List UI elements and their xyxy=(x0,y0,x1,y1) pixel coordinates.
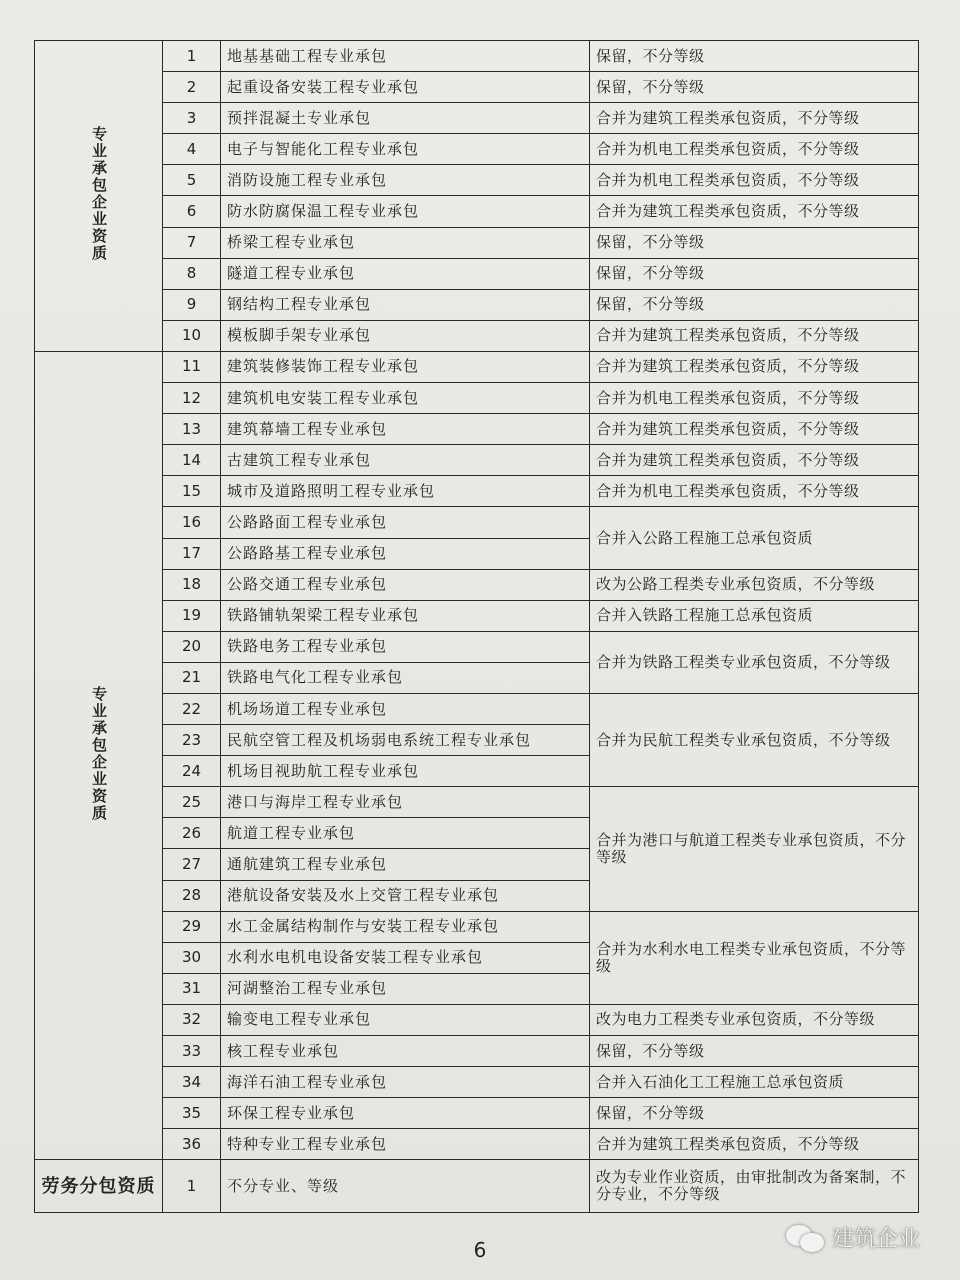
row-number: 5 xyxy=(163,165,221,196)
row-number: 1 xyxy=(163,1160,221,1213)
adjustment-result: 合并为机电工程类承包资质，不分等级 xyxy=(590,165,919,196)
table-row xyxy=(35,445,919,476)
table-row xyxy=(35,383,919,414)
qualification-name: 核工程专业承包 xyxy=(221,1036,590,1067)
adjustment-result: 合并为机电工程类承包资质，不分等级 xyxy=(590,476,919,507)
adjustment-result: 改为电力工程类专业承包资质，不分等级 xyxy=(590,1004,919,1035)
row-number: 36 xyxy=(163,1129,221,1160)
row-number: 2 xyxy=(163,72,221,103)
adjustment-result: 合并为民航工程类专业承包资质，不分等级 xyxy=(590,693,919,786)
adjustment-result: 改为专业作业资质，由审批制改为备案制，不分专业，不分等级 xyxy=(590,1160,919,1213)
qualification-name: 铁路电务工程专业承包 xyxy=(221,631,590,662)
adjustment-result: 合并入公路工程施工总承包资质 xyxy=(590,507,919,569)
row-number: 25 xyxy=(163,787,221,818)
qualification-name: 城市及道路照明工程专业承包 xyxy=(221,476,590,507)
qualification-name: 桥梁工程专业承包 xyxy=(221,227,590,258)
qualification-name: 不分专业、等级 xyxy=(221,1160,590,1213)
qualification-name: 防水防腐保温工程专业承包 xyxy=(221,196,590,227)
qualification-name: 机场场道工程专业承包 xyxy=(221,693,590,724)
qualification-name: 起重设备安装工程专业承包 xyxy=(221,72,590,103)
table-row xyxy=(35,165,919,196)
row-number: 10 xyxy=(163,320,221,351)
watermark-text: 建筑企业 xyxy=(832,1227,921,1252)
adjustment-result: 合并入石油化工工程施工总承包资质 xyxy=(590,1067,919,1098)
row-number: 14 xyxy=(163,445,221,476)
adjustment-result: 合并为水利水电工程类专业承包资质，不分等级 xyxy=(590,911,919,1004)
table-row xyxy=(35,911,919,942)
qualification-name: 建筑幕墙工程专业承包 xyxy=(221,414,590,445)
qualification-name: 港航设备安装及水上交管工程专业承包 xyxy=(221,880,590,911)
table-row xyxy=(35,1004,919,1035)
category-label: 劳务分包资质 xyxy=(41,1175,156,1197)
row-number: 33 xyxy=(163,1036,221,1067)
qualification-name: 消防设施工程专业承包 xyxy=(221,165,590,196)
table-row xyxy=(35,1129,919,1160)
row-number: 27 xyxy=(163,849,221,880)
qualification-name: 机场目视助航工程专业承包 xyxy=(221,756,590,787)
row-number: 22 xyxy=(163,693,221,724)
table-row xyxy=(35,1098,919,1129)
adjustment-result: 合并为机电工程类承包资质，不分等级 xyxy=(590,383,919,414)
adjustment-result: 合并为港口与航道工程类专业承包资质，不分等级 xyxy=(590,787,919,911)
adjustment-result: 合并为建筑工程类承包资质，不分等级 xyxy=(590,103,919,134)
qualification-name: 建筑机电安装工程专业承包 xyxy=(221,383,590,414)
qualification-name: 水利水电机电设备安装工程专业承包 xyxy=(221,942,590,973)
row-number: 6 xyxy=(163,196,221,227)
table-row xyxy=(35,600,919,631)
row-number: 8 xyxy=(163,258,221,289)
qualification-table xyxy=(34,40,919,1213)
qualification-name: 铁路电气化工程专业承包 xyxy=(221,662,590,693)
row-number: 35 xyxy=(163,1098,221,1129)
adjustment-result: 保留，不分等级 xyxy=(590,1098,919,1129)
qualification-name: 公路路面工程专业承包 xyxy=(221,507,590,538)
adjustment-result: 保留，不分等级 xyxy=(590,72,919,103)
wechat-icon xyxy=(786,1223,826,1253)
qualification-name: 铁路铺轨架梁工程专业承包 xyxy=(221,600,590,631)
table-row xyxy=(35,787,919,818)
page-number: 6 xyxy=(473,1238,487,1262)
qualification-name: 水工金属结构制作与安装工程专业承包 xyxy=(221,911,590,942)
table-row xyxy=(35,569,919,600)
row-number: 1 xyxy=(163,41,221,72)
qualification-name: 港口与海岸工程专业承包 xyxy=(221,787,590,818)
category-cell xyxy=(35,351,163,1159)
adjustment-result: 保留，不分等级 xyxy=(590,289,919,320)
row-number: 3 xyxy=(163,103,221,134)
table-row xyxy=(35,227,919,258)
adjustment-result: 合并为建筑工程类承包资质，不分等级 xyxy=(590,320,919,351)
row-number: 17 xyxy=(163,538,221,569)
adjustment-result: 合并为建筑工程类承包资质，不分等级 xyxy=(590,1129,919,1160)
adjustment-result: 保留，不分等级 xyxy=(590,41,919,72)
qualification-name: 钢结构工程专业承包 xyxy=(221,289,590,320)
category-cell xyxy=(35,41,163,352)
row-number: 19 xyxy=(163,600,221,631)
qualification-name: 环保工程专业承包 xyxy=(221,1098,590,1129)
table-row xyxy=(35,1067,919,1098)
row-number: 7 xyxy=(163,227,221,258)
adjustment-result: 合并为铁路工程类专业承包资质，不分等级 xyxy=(590,631,919,693)
category-label: 专业承包企业资质 xyxy=(90,125,108,262)
table-row xyxy=(35,631,919,662)
category-cell xyxy=(35,1160,163,1213)
table-row xyxy=(35,258,919,289)
table-row xyxy=(35,476,919,507)
table-row xyxy=(35,693,919,724)
qualification-name: 输变电工程专业承包 xyxy=(221,1004,590,1035)
table-row xyxy=(35,1036,919,1067)
qualification-name: 建筑装修装饰工程专业承包 xyxy=(221,351,590,382)
row-number: 24 xyxy=(163,756,221,787)
adjustment-result: 合并为建筑工程类承包资质，不分等级 xyxy=(590,351,919,382)
qualification-name: 特种专业工程专业承包 xyxy=(221,1129,590,1160)
watermark xyxy=(786,1222,920,1253)
row-number: 28 xyxy=(163,880,221,911)
table-row xyxy=(35,1160,919,1213)
row-number: 20 xyxy=(163,631,221,662)
row-number: 4 xyxy=(163,134,221,165)
row-number: 18 xyxy=(163,569,221,600)
qualification-name: 预拌混凝土专业承包 xyxy=(221,103,590,134)
qualification-name: 隧道工程专业承包 xyxy=(221,258,590,289)
adjustment-result: 合并入铁路工程施工总承包资质 xyxy=(590,600,919,631)
adjustment-result: 保留，不分等级 xyxy=(590,258,919,289)
qualification-name: 公路交通工程专业承包 xyxy=(221,569,590,600)
table-row xyxy=(35,41,919,72)
adjustment-result: 保留，不分等级 xyxy=(590,227,919,258)
table-row xyxy=(35,414,919,445)
table-row xyxy=(35,103,919,134)
table-row xyxy=(35,134,919,165)
table-row xyxy=(35,351,919,382)
row-number: 21 xyxy=(163,662,221,693)
qualification-name: 河湖整治工程专业承包 xyxy=(221,973,590,1004)
row-number: 15 xyxy=(163,476,221,507)
adjustment-result: 合并为建筑工程类承包资质，不分等级 xyxy=(590,196,919,227)
adjustment-result: 合并为建筑工程类承包资质，不分等级 xyxy=(590,414,919,445)
adjustment-result: 合并为建筑工程类承包资质，不分等级 xyxy=(590,445,919,476)
qualification-name: 电子与智能化工程专业承包 xyxy=(221,134,590,165)
qualification-name: 模板脚手架专业承包 xyxy=(221,320,590,351)
category-label: 专业承包企业资质 xyxy=(90,685,108,822)
row-number: 9 xyxy=(163,289,221,320)
row-number: 29 xyxy=(163,911,221,942)
qualification-name: 通航建筑工程专业承包 xyxy=(221,849,590,880)
table-row xyxy=(35,289,919,320)
adjustment-result: 合并为机电工程类承包资质，不分等级 xyxy=(590,134,919,165)
table-row xyxy=(35,320,919,351)
row-number: 34 xyxy=(163,1067,221,1098)
row-number: 13 xyxy=(163,414,221,445)
qualification-name: 公路路基工程专业承包 xyxy=(221,538,590,569)
row-number: 32 xyxy=(163,1004,221,1035)
table-row xyxy=(35,507,919,538)
row-number: 30 xyxy=(163,942,221,973)
row-number: 12 xyxy=(163,383,221,414)
qualification-name: 海洋石油工程专业承包 xyxy=(221,1067,590,1098)
qualification-name: 古建筑工程专业承包 xyxy=(221,445,590,476)
row-number: 26 xyxy=(163,818,221,849)
row-number: 23 xyxy=(163,725,221,756)
row-number: 31 xyxy=(163,973,221,1004)
table-row xyxy=(35,72,919,103)
row-number: 11 xyxy=(163,351,221,382)
adjustment-result: 保留，不分等级 xyxy=(590,1036,919,1067)
qualification-name: 地基基础工程专业承包 xyxy=(221,41,590,72)
qualification-name: 航道工程专业承包 xyxy=(221,818,590,849)
table-row xyxy=(35,196,919,227)
adjustment-result: 改为公路工程类专业承包资质，不分等级 xyxy=(590,569,919,600)
row-number: 16 xyxy=(163,507,221,538)
qualification-name: 民航空管工程及机场弱电系统工程专业承包 xyxy=(221,725,590,756)
